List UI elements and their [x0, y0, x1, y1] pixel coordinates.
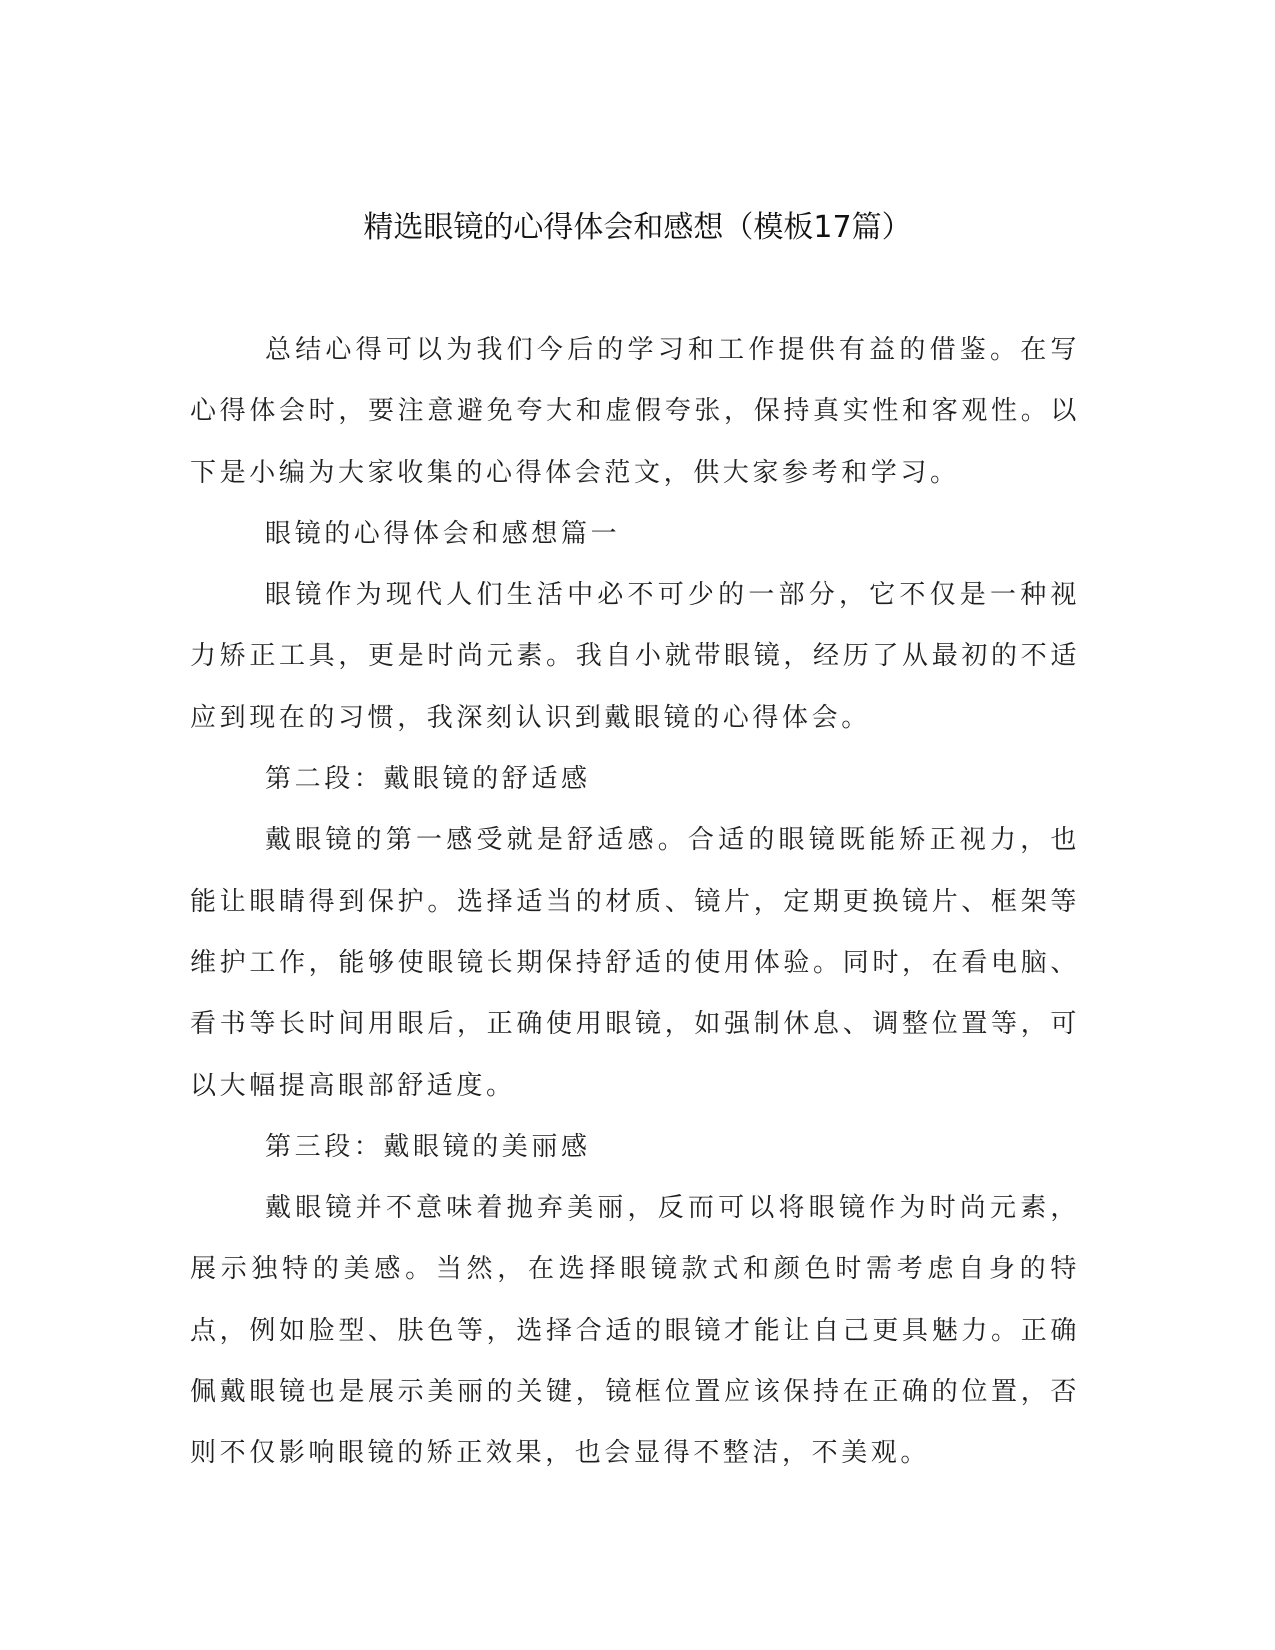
document-body	[190, 320, 1080, 1485]
section-heading-part-one: 眼镜的心得体会和感想篇一	[265, 518, 621, 549]
body-paragraph: 戴眼镜的第一感受就是舒适感。合适的眼镜既能矫正视力，也能让眼睛得到保护。选择适当的材质、镜片，定期更换镜片、框架等维护工作，能够使眼镜长期保持舒适的使用体验。同时，在看电脑、看书等长时间用眼后，正确使用眼镜，如强制休息、调整位置等，可以大幅提高眼部舒适度。	[190, 825, 1080, 1101]
body-paragraph: 眼镜作为现代人们生活中必不可少的一部分，它不仅是一种视力矫正工具，更是时尚元素。我自小就带眼镜，经历了从最初的不适应到现在的习惯，我深刻认识到戴眼镜的心得体会。	[190, 580, 1080, 733]
body-paragraph: 戴眼镜并不意味着抛弃美丽，反而可以将眼镜作为时尚元素，展示独特的美感。当然，在选择眼镜款式和颜色时需考虑自身的特点，例如脸型、肤色等，选择合适的眼镜才能让自己更具魅力。正确佩戴眼镜也是展示美丽的关键，镜框位置应该保持在正确的位置，否则不仅影响眼镜的矫正效果，也会显得不整洁，不美观。	[190, 1193, 1080, 1469]
section-heading-comfort: 第二段：戴眼镜的舒适感	[265, 764, 591, 795]
intro-paragraph: 总结心得可以为我们今后的学习和工作提供有益的借鉴。在写心得体会时，要注意避免夸大和虚假夸张，保持真实性和客观性。以下是小编为大家收集的心得体会范文，供大家参考和学习。	[190, 335, 1080, 488]
document-title: 精选眼镜的心得体会和感想（模板17篇）	[363, 210, 912, 245]
section-heading-beauty: 第三段：戴眼镜的美丽感	[265, 1131, 591, 1162]
